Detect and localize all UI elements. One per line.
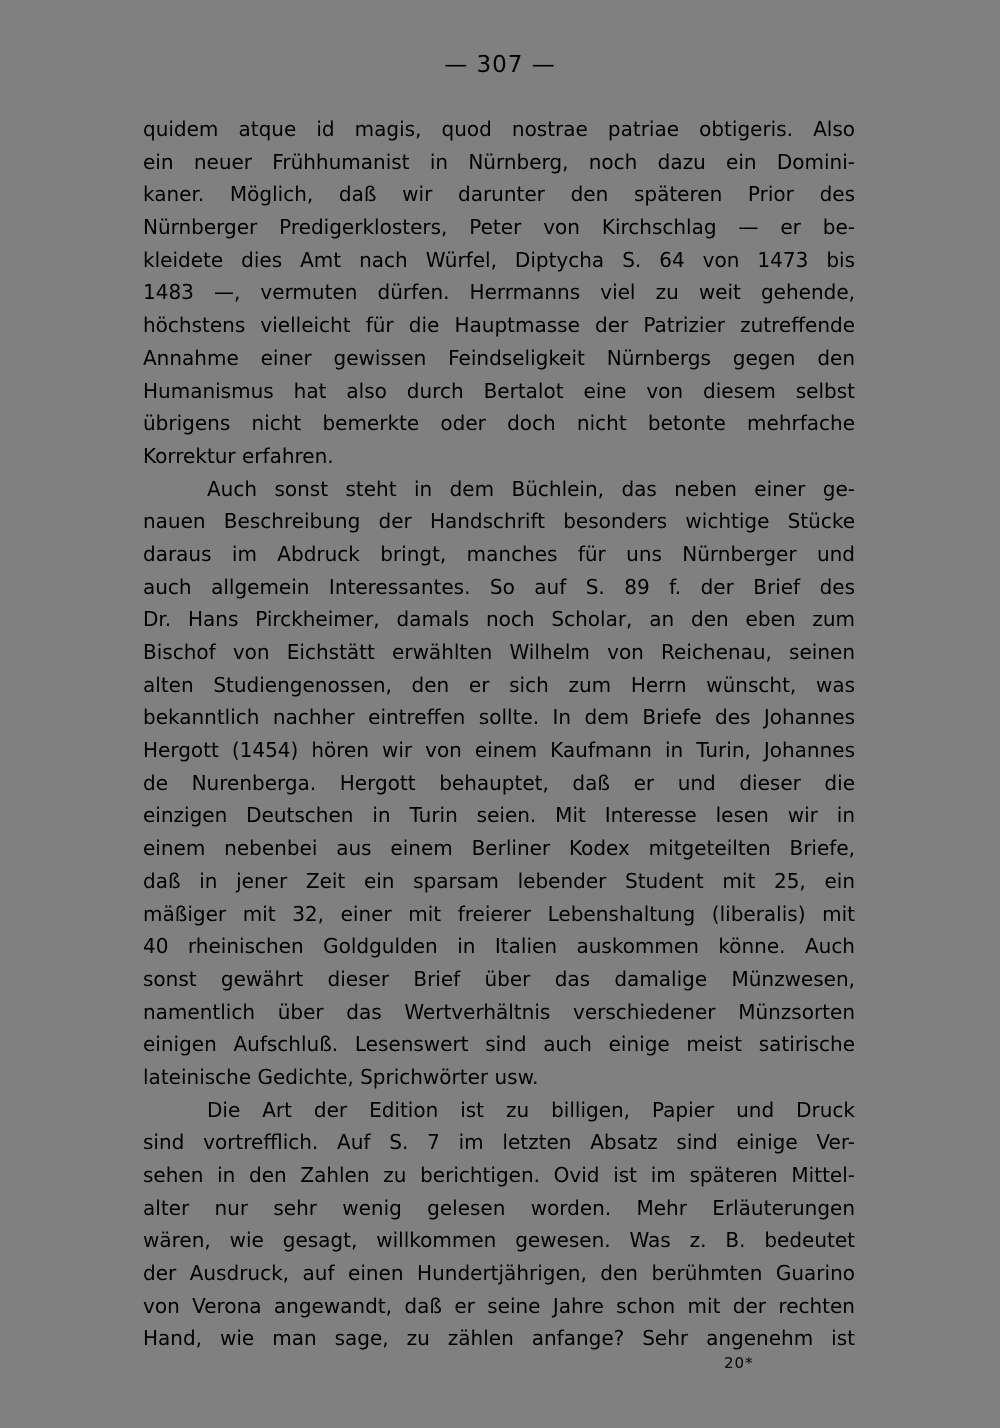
text-line: übrigens nicht bemerkte oder doch nicht betonte mehrfache bbox=[143, 411, 855, 436]
text-line: namentlich über das Wertverhältnis verschiedener Münzsorten bbox=[143, 999, 855, 1024]
text-line: quidem atque id magis, quod nostrae patriae obtigeris. Also bbox=[143, 117, 855, 141]
text-line: einigen Aufschluß. Lesenswert sind auch einige meist satirische bbox=[143, 1032, 855, 1057]
text-line: der Ausdruck, auf einen Hundertjährigen, den berühmten Guarino bbox=[143, 1261, 855, 1286]
text-line: einem nebenbei aus einem Berliner Kodex mitgeteilten Briefe, bbox=[143, 836, 855, 861]
text-line: 40 rheinischen Goldgulden in Italien auskommen könne. Auch bbox=[143, 934, 855, 959]
paragraph bbox=[143, 473, 855, 1094]
text-line: mäßiger mit 32, einer mit freierer Lebenshaltung (liberalis) mit bbox=[143, 901, 855, 926]
text-line: de Nurenberga. Hergott behauptet, daß er und dieser die bbox=[143, 770, 855, 795]
text-line: Hergott (1454) hören wir von einem Kaufmann in Turin, Johannes bbox=[143, 738, 855, 763]
text-line: Humanismus hat also durch Bertalot eine von diesem selbst bbox=[143, 378, 855, 403]
text-line: Bischof von Eichstätt erwählten Wilhelm von Reichenau, seinen bbox=[143, 640, 855, 664]
text-line: sind vortrefflich. Auf S. 7 im letzten Absatz sind einige Ver- bbox=[143, 1130, 855, 1155]
paragraph bbox=[143, 1094, 855, 1356]
text-line: einzigen Deutschen in Turin seien. Mit Interesse lesen wir in bbox=[143, 803, 855, 828]
text-line: sehen in den Zahlen zu berichtigen. Ovid ist im späteren Mittel- bbox=[143, 1163, 855, 1187]
text-line: lateinische Gedichte, Sprichwörter usw. bbox=[143, 1064, 539, 1089]
text-line: Dr. Hans Pirckheimer, damals noch Scholar, an den eben zum bbox=[143, 607, 855, 632]
text-line: höchstens vielleicht für die Hauptmasse der Patrizier zutreffende bbox=[143, 313, 855, 338]
text-line: nauen Beschreibung der Handschrift besonders wichtige Stücke bbox=[143, 509, 855, 534]
text-line: Die Art der Edition ist zu billigen, Papier und Druck bbox=[207, 1097, 855, 1122]
signature-mark: 20* bbox=[724, 1354, 754, 1372]
page-number: — 307 — bbox=[444, 52, 556, 78]
text-line: wären, wie gesagt, willkommen gewesen. Was z. B. bedeutet bbox=[143, 1228, 855, 1253]
text-line: daraus im Abdruck bringt, manches für uns Nürnberger und bbox=[143, 541, 855, 566]
text-line: auch allgemein Interessantes. So auf S. 89 f. der Brief des bbox=[143, 574, 855, 599]
text-line: Nürnberger Predigerklosters, Peter von Kirchschlag — er be- bbox=[143, 215, 855, 240]
text-line: Hand, wie man sage, zu zählen anfange? Sehr angenehm ist bbox=[143, 1326, 855, 1351]
text-line: ein neuer Frühhumanist in Nürnberg, noch dazu ein Domini- bbox=[143, 149, 855, 174]
text-line: alten Studiengenossen, den er sich zum Herrn wünscht, was bbox=[143, 672, 855, 697]
paragraph bbox=[143, 113, 855, 473]
text-line: bekanntlich nachher eintreffen sollte. In dem Briefe des Johannes bbox=[143, 705, 855, 730]
text-line: daß in jener Zeit ein sparsam lebender Student mit 25, ein bbox=[143, 868, 855, 893]
text-line: Auch sonst steht in dem Büchlein, das neben einer ge- bbox=[207, 476, 855, 501]
text-line: kleidete dies Amt nach Würfel, Diptycha S. 64 von 1473 bis bbox=[143, 247, 855, 272]
body-text bbox=[143, 113, 855, 1355]
text-line: sonst gewährt dieser Brief über das damalige Münzwesen, bbox=[143, 966, 855, 991]
text-line: Annahme einer gewissen Feindseligkeit Nürnbergs gegen den bbox=[143, 345, 855, 370]
text-line: alter nur sehr wenig gelesen worden. Mehr Erläuterungen bbox=[143, 1195, 855, 1220]
text-line: 1483 —, vermuten dürfen. Herrmanns viel zu weit gehende, bbox=[143, 280, 855, 305]
text-line: Korrektur erfahren. bbox=[143, 443, 334, 468]
text-line: kaner. Möglich, daß wir darunter den späteren Prior des bbox=[143, 182, 855, 207]
text-line: von Verona angewandt, daß er seine Jahre schon mit der rechten bbox=[143, 1293, 855, 1318]
